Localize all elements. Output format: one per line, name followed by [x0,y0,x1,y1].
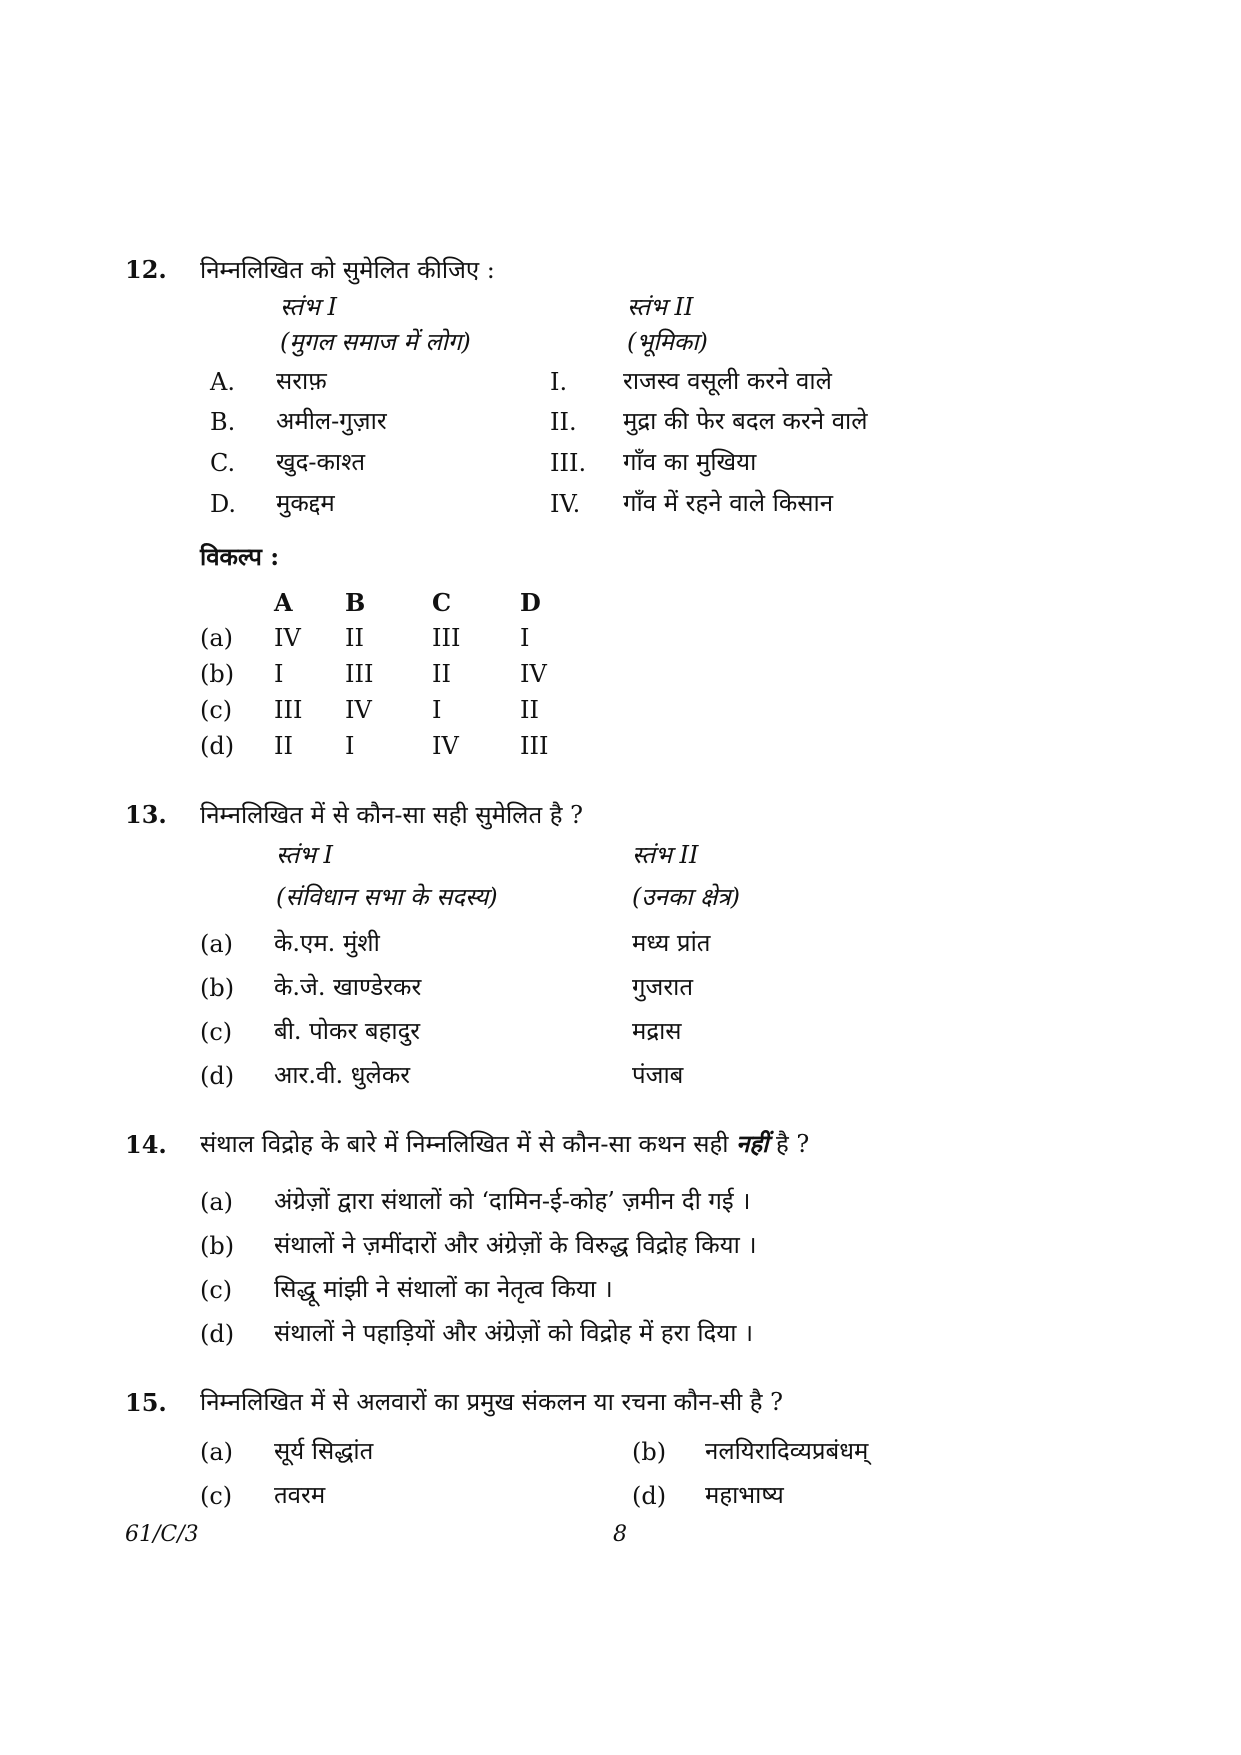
table-cell: II [520,696,539,724]
right-item-text: गाँव में रहने वाले किसान [623,489,834,517]
option-right-text: पंजाब [632,1061,684,1089]
option-text: महाभाष्य [705,1481,784,1509]
prompt-text: संथाल विद्रोह के बारे में निम्नलिखित में से कौन-सा कथन सही [200,1130,729,1158]
option-label: (c) [200,1482,233,1510]
option-text: अंग्रेज़ों द्वारा संथालों को ‘दामिन-ई-कोह’ ज़मीन दी गई । [274,1187,751,1215]
left-item-key: A. [210,368,235,396]
question-prompt [200,1127,809,1160]
left-item-key: C. [210,449,236,477]
option-label: (a) [200,624,234,652]
paper-code: 61/C/3 [125,1522,199,1547]
table-cell: III [432,624,461,652]
table-cell: II [274,732,293,760]
table-header: C [432,588,452,617]
right-item-key: IV. [550,490,581,518]
table-cell: I [432,696,442,724]
table-header: B [345,588,366,617]
question-prompt: निम्नलिखित में से अलवारों का प्रमुख संकलन या रचना कौन-सी है ? [200,1388,784,1416]
table-cell: I [274,660,284,688]
option-label: (b) [200,1232,235,1260]
question-prompt: निम्नलिखित में से कौन-सा सही सुमेलित है ? [200,801,583,829]
left-item-text: खुद-काश्त [276,448,366,476]
right-item-key: II. [550,408,577,436]
option-label: (c) [200,1018,233,1046]
table-cell: II [432,660,451,688]
table-cell: IV [345,696,372,724]
option-left-text: के.जे. खाण्डेरकर [274,973,422,1001]
option-text: संथालों ने ज़मींदारों और अंग्रेज़ों के विरुद्ध विद्रोह किया । [274,1231,757,1259]
table-cell: IV [274,624,301,652]
column-2-title: स्तंभ II [632,841,699,869]
table-cell: III [274,696,303,724]
question-number: 15. [125,1388,167,1417]
option-label: (d) [632,1482,667,1510]
column-1-title: स्तंभ I [276,841,333,869]
left-item-text: सराफ़ [276,367,327,395]
question-number: 13. [125,800,167,829]
right-item-key: III. [550,449,587,477]
question-number: 12. [125,255,167,284]
option-label: (a) [200,930,234,958]
option-label: (d) [200,1062,235,1090]
options-label: विकल्प : [200,542,280,571]
table-header: A [274,588,293,617]
option-label: (a) [200,1188,234,1216]
prompt-emphasis: नहीं [736,1129,769,1158]
column-1-subtitle: (मुगल समाज में लोग) [280,328,471,356]
option-label: (d) [200,1320,235,1348]
column-2-subtitle: (उनका क्षेत्र) [632,883,740,911]
option-text: तवरम [274,1481,326,1509]
option-label: (d) [200,732,235,760]
table-cell: III [520,732,549,760]
table-cell: IV [432,732,459,760]
column-1-subtitle: (संविधान सभा के सदस्य) [276,883,498,911]
option-text: सिद्धू मांझी ने संथालों का नेतृत्व किया । [274,1275,613,1303]
option-text: सूर्य सिद्धांत [274,1437,374,1465]
option-left-text: आर.वी. धुलेकर [274,1061,411,1089]
prompt-text-end: है ? [776,1130,810,1158]
table-header: D [520,588,541,617]
option-text: नलयिरादिव्यप्रबंधम् [705,1437,869,1465]
page-number: 8 [613,1522,627,1547]
table-cell: I [520,624,530,652]
left-item-text: मुकद्दम [276,489,335,517]
table-cell: I [345,732,355,760]
question-number: 14. [125,1130,167,1159]
column-2-title: स्तंभ II [627,293,694,321]
column-2-subtitle: (भूमिका) [627,328,708,356]
right-item-text: गाँव का मुखिया [623,448,757,476]
option-label: (b) [200,974,235,1002]
right-item-text: मुद्रा की फेर बदल करने वाले [623,407,868,435]
table-cell: II [345,624,364,652]
option-right-text: गुजरात [632,973,694,1001]
option-left-text: बी. पोकर बहादुर [274,1017,421,1045]
column-1-title: स्तंभ I [280,293,337,321]
right-item-key: I. [550,368,568,396]
option-label: (b) [632,1438,667,1466]
table-cell: III [345,660,374,688]
question-prompt: निम्नलिखित को सुमेलित कीजिए : [200,256,495,284]
option-text: संथालों ने पहाड़ियों और अंग्रेज़ों को विद्रोह में हरा दिया । [274,1319,754,1347]
option-right-text: मध्य प्रांत [632,929,711,957]
left-item-key: B. [210,408,236,436]
left-item-key: D. [210,490,237,518]
option-label: (c) [200,696,233,724]
option-left-text: के.एम. मुंशी [274,929,380,957]
left-item-text: अमील-गुज़ार [276,407,387,435]
option-right-text: मद्रास [632,1017,682,1045]
option-label: (a) [200,1438,234,1466]
table-cell: IV [520,660,547,688]
option-label: (b) [200,660,235,688]
option-label: (c) [200,1276,233,1304]
right-item-text: राजस्व वसूली करने वाले [623,367,832,395]
